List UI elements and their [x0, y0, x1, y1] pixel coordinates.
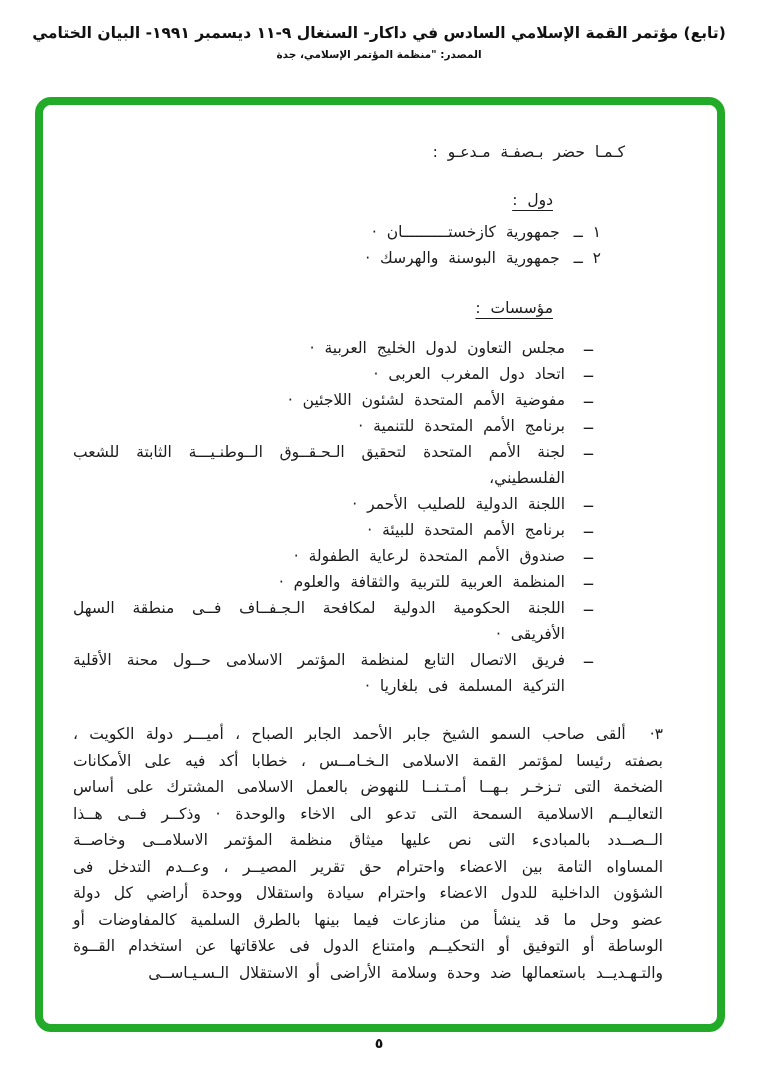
states-heading: دول : [512, 191, 553, 209]
page-header [0, 0, 758, 61]
dash-bullet-icon: ــ [583, 649, 593, 667]
item-text: مجلس التعاون لدول الخليج العربية · [309, 339, 565, 357]
list-item [73, 491, 593, 517]
paragraph-number: ٣· [649, 725, 663, 743]
list-item [73, 439, 593, 491]
dash-bullet-icon: ــ [583, 337, 593, 355]
item-text: اللجنة الدولية للصليب الأحمر · [352, 495, 565, 513]
dash-bullet-icon: ــ [583, 441, 593, 459]
item-text: صندوق الأمم المتحدة لرعاية الطفولة · [293, 547, 565, 565]
item-text: المنظمة العربية للتربية والثقافة والعلوم · [278, 573, 565, 591]
dash-bullet-icon: ــ [583, 493, 593, 511]
item-text: فريق الاتصال التابع لمنظمة المؤتمر الاسلامى حــول محنة الأقلية التركية المسلمة فى بلغاريا · [73, 651, 565, 695]
list-item [73, 517, 593, 543]
list-item [73, 569, 593, 595]
page-number: ٥ [374, 1036, 384, 1052]
list-item [73, 335, 593, 361]
list-item [73, 543, 593, 569]
item-text: اللجنة الحكومية الدولية لمكافحة الـجـفــاف فــى منطقة السهل الأفريقى · [73, 599, 565, 643]
dash-bullet-icon: ــ [583, 363, 593, 381]
list-item [73, 387, 593, 413]
dash-bullet-icon: ــ [583, 389, 593, 407]
list-item [73, 413, 593, 439]
document-title: (تابع) مؤتمر القمة الإسلامي السادس في داكار- السنغال ٩-١١ ديسمبر ١٩٩١- البيان الختامي [32, 24, 726, 42]
item-text: برنامج الأمم المتحدة للبيئة · [367, 521, 565, 539]
item-text: جمهورية البوسنة والهرسك · [365, 249, 560, 267]
list-item [73, 219, 601, 245]
list-item [73, 361, 593, 387]
item-text: اتحاد دول المغرب العربى · [373, 365, 565, 383]
dash-bullet-icon: ــ [583, 415, 593, 433]
green-frame [35, 97, 725, 1032]
item-text: لجنة الأمم المتحدة لتحقيق الـحـقــوق الــوطنـيـــة الثابتة للشعب الفلسطيني، [73, 443, 565, 487]
intro-line: كـمـا حضر بـصفـة مـدعـو : [432, 143, 625, 161]
list-item [73, 647, 593, 699]
item-text: برنامج الأمم المتحدة للتنمية · [358, 417, 565, 435]
institutions-list [73, 335, 663, 699]
item-text: مفوضية الأمم المتحدة لشئون اللاجئين · [287, 391, 565, 409]
dash-bullet-icon: ــ [583, 519, 593, 537]
item-number: ٢ ــ [573, 249, 601, 267]
dash-bullet-icon: ــ [583, 571, 593, 589]
paragraph-text: ألقى صاحب السمو الشيخ جابر الأحمد الجابر الصباح ، أميـــر دولة الكويت ، بصفته رئيسا لمؤتمر القمة الاسلامى الـخـامــس ، خطابا أكد فيه على الأمكانات الضخمة التى تـزخـر بـهــا أمـتـنــا للنهوض بالعمل الاسلامى المشترك على أساس التعاليــم الاسلامية السمحة التى تدعو الى الاخاء والوحدة · وذكــر فــى هــذا الــصــدد بالمبادىء التى نص عليها ميثاق منظمة المؤتمر الاسلامــى وخاصــة المساواه التامة بين الاعضاء واحترام حق تقرير المصيــر ، وعــدم التدخل فى الشؤون الداخلية للدول الاعضاء واحترام سيادة واستقلال ووحدة أراضي كل دولة عضو وحل ما قد ينشأ من منازعات فيما بينها بالطرق السلمية كالمفاوضات أو الوساطة أو التوفيق أو التحكيــم وامتناع الدول فى علاقاتها عن استخدام القــوة والتـهـديــد باستعمالها ضد وحدة وسلامة الأراضى أو الاستقلال الـسـيـاســى [73, 725, 663, 982]
document-source: المصدر: "منظمة المؤتمر الإسلامي، جدة [276, 49, 482, 61]
dash-bullet-icon: ــ [583, 545, 593, 563]
document-body [43, 105, 717, 986]
item-text: جمهورية كازخستــــــــــان · [371, 223, 560, 241]
institutions-heading: مؤسسات : [475, 299, 553, 317]
dash-bullet-icon: ــ [583, 597, 593, 615]
list-item [73, 245, 601, 271]
paragraph-3 [73, 721, 663, 986]
list-item [73, 595, 593, 647]
states-list [73, 219, 663, 271]
item-number: ١ ــ [573, 223, 601, 241]
